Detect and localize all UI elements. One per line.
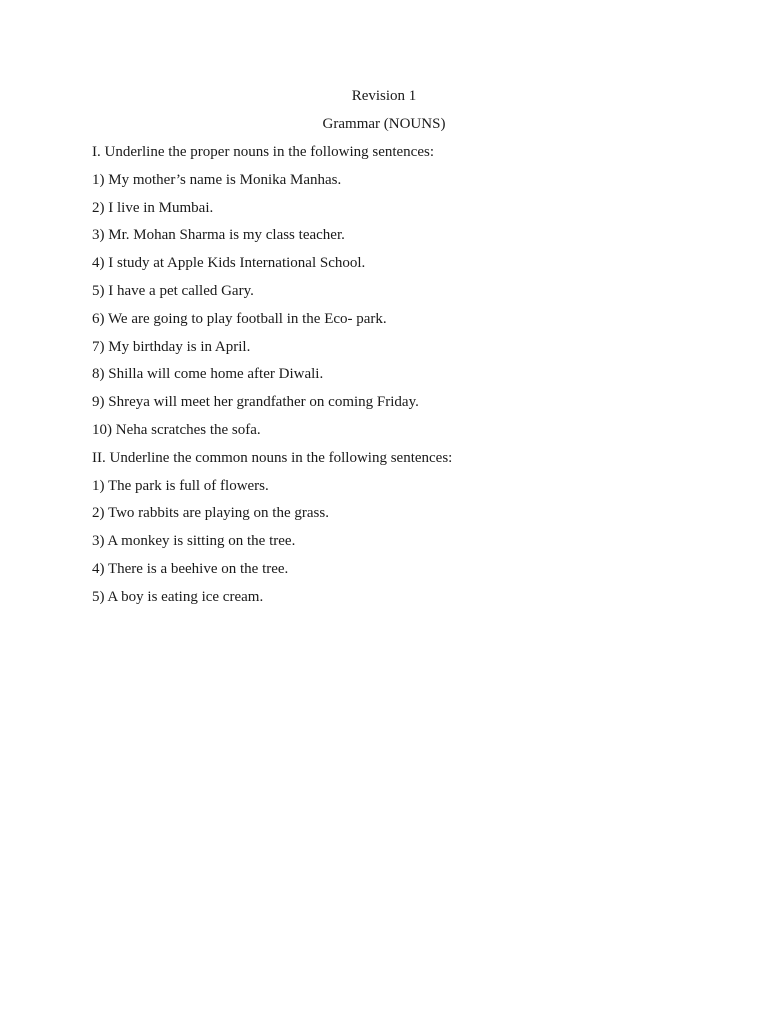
- document-title: Revision 1: [351, 88, 417, 104]
- list-item: 4) I study at Apple Kids International School.: [92, 255, 366, 272]
- list-item: 4) There is a beehive on the tree.: [92, 560, 289, 577]
- list-item: 2) Two rabbits are playing on the grass.: [92, 505, 329, 522]
- list-item: 2) I live in Mumbai.: [92, 199, 214, 216]
- section-heading-common-nouns: II. Underline the common nouns in the following sentences:: [92, 449, 453, 466]
- list-item: 6) We are going to play football in the Eco- park.: [92, 310, 387, 327]
- list-item: 5) I have a pet called Gary.: [92, 282, 254, 299]
- list-item: 1) My mother’s name is Monika Manhas.: [92, 171, 342, 188]
- document-subtitle: Grammar (NOUNS): [322, 116, 446, 132]
- list-item: 8) Shilla will come home after Diwali.: [92, 366, 324, 383]
- list-item: 9) Shreya will meet her grandfather on coming Friday.: [92, 394, 419, 411]
- list-item: 10) Neha scratches the sofa.: [92, 421, 261, 438]
- list-item: 7) My birthday is in April.: [92, 338, 251, 355]
- worksheet-body: [92, 143, 732, 616]
- list-item: 3) Mr. Mohan Sharma is my class teacher.: [92, 227, 345, 244]
- list-item: 1) The park is full of flowers.: [92, 477, 269, 494]
- section-heading-proper-nouns: I. Underline the proper nouns in the following sentences:: [92, 144, 434, 160]
- list-item: 3) A monkey is sitting on the tree.: [92, 533, 296, 550]
- list-item: 5) A boy is eating ice cream.: [92, 588, 264, 605]
